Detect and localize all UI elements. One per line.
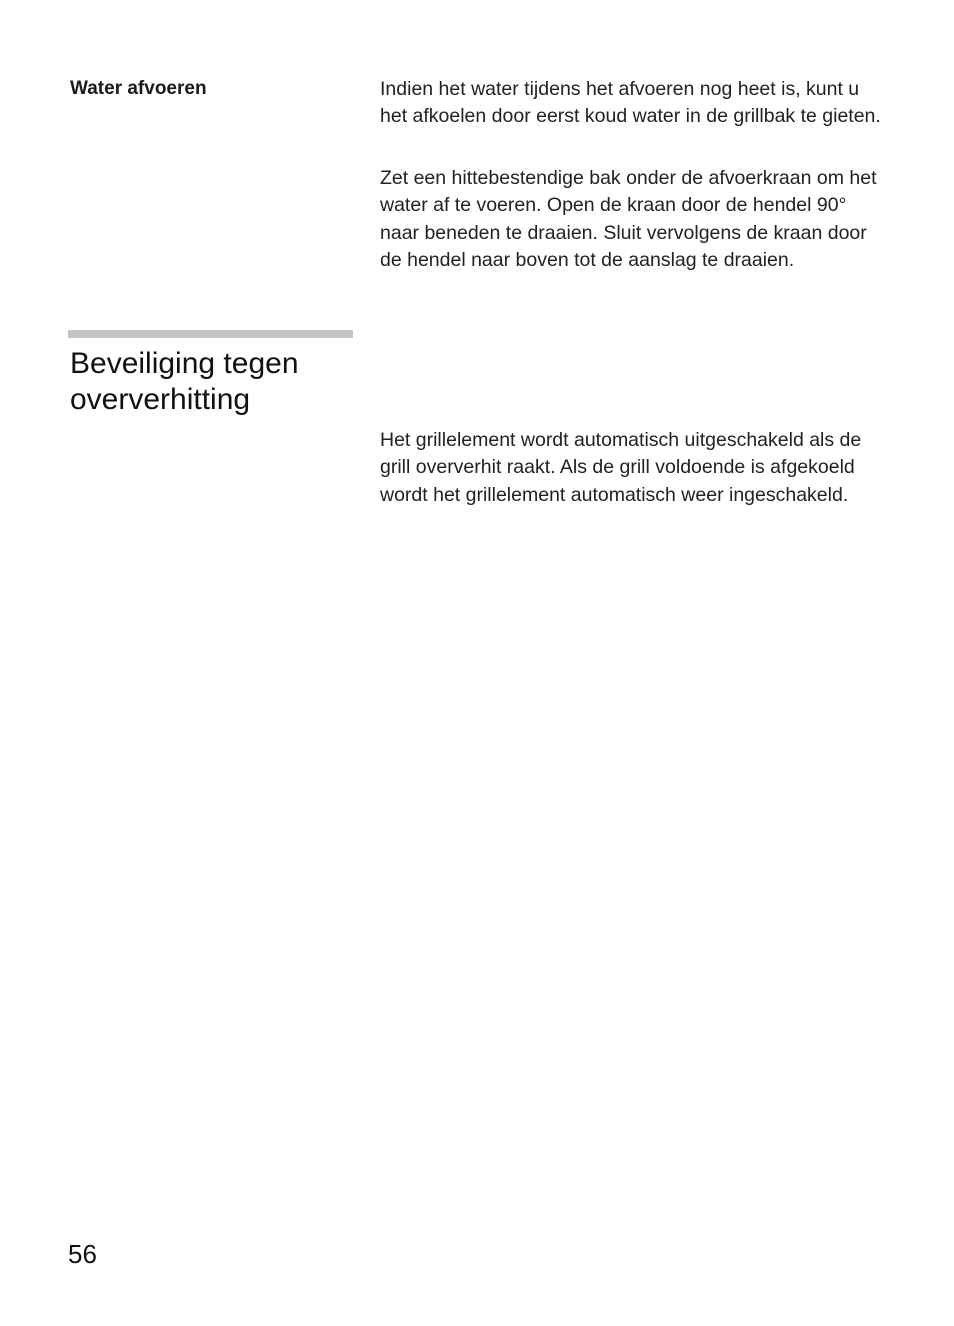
section-title: Beveiliging tegen oververhitting <box>70 347 299 416</box>
water-paragraph-2: Zet een hittebestendige bak onder de afvoerkraan om het water af te voeren. Open de kraan door de hendel 90° naar beneden te draaien. Sluit vervolgens de kraan door de hendel naar boven tot de aanslag te draaien. <box>380 167 877 271</box>
page-number: 56 <box>68 1239 97 1269</box>
section-divider-bar <box>68 330 353 338</box>
water-paragraph-1: Indien het water tijdens het afvoeren nog heet is, kunt u het afkoelen door eerst koud water in de grillbak te gieten. <box>380 78 881 128</box>
overheat-paragraph: Het grillelement wordt automatisch uitgeschakeld als de grill oververhit raakt. Als de grill voldoende is afgekoeld wordt het grillelement automatisch weer ingeschakeld. <box>380 429 862 506</box>
water-afvoeren-heading: Water afvoeren <box>70 78 207 99</box>
